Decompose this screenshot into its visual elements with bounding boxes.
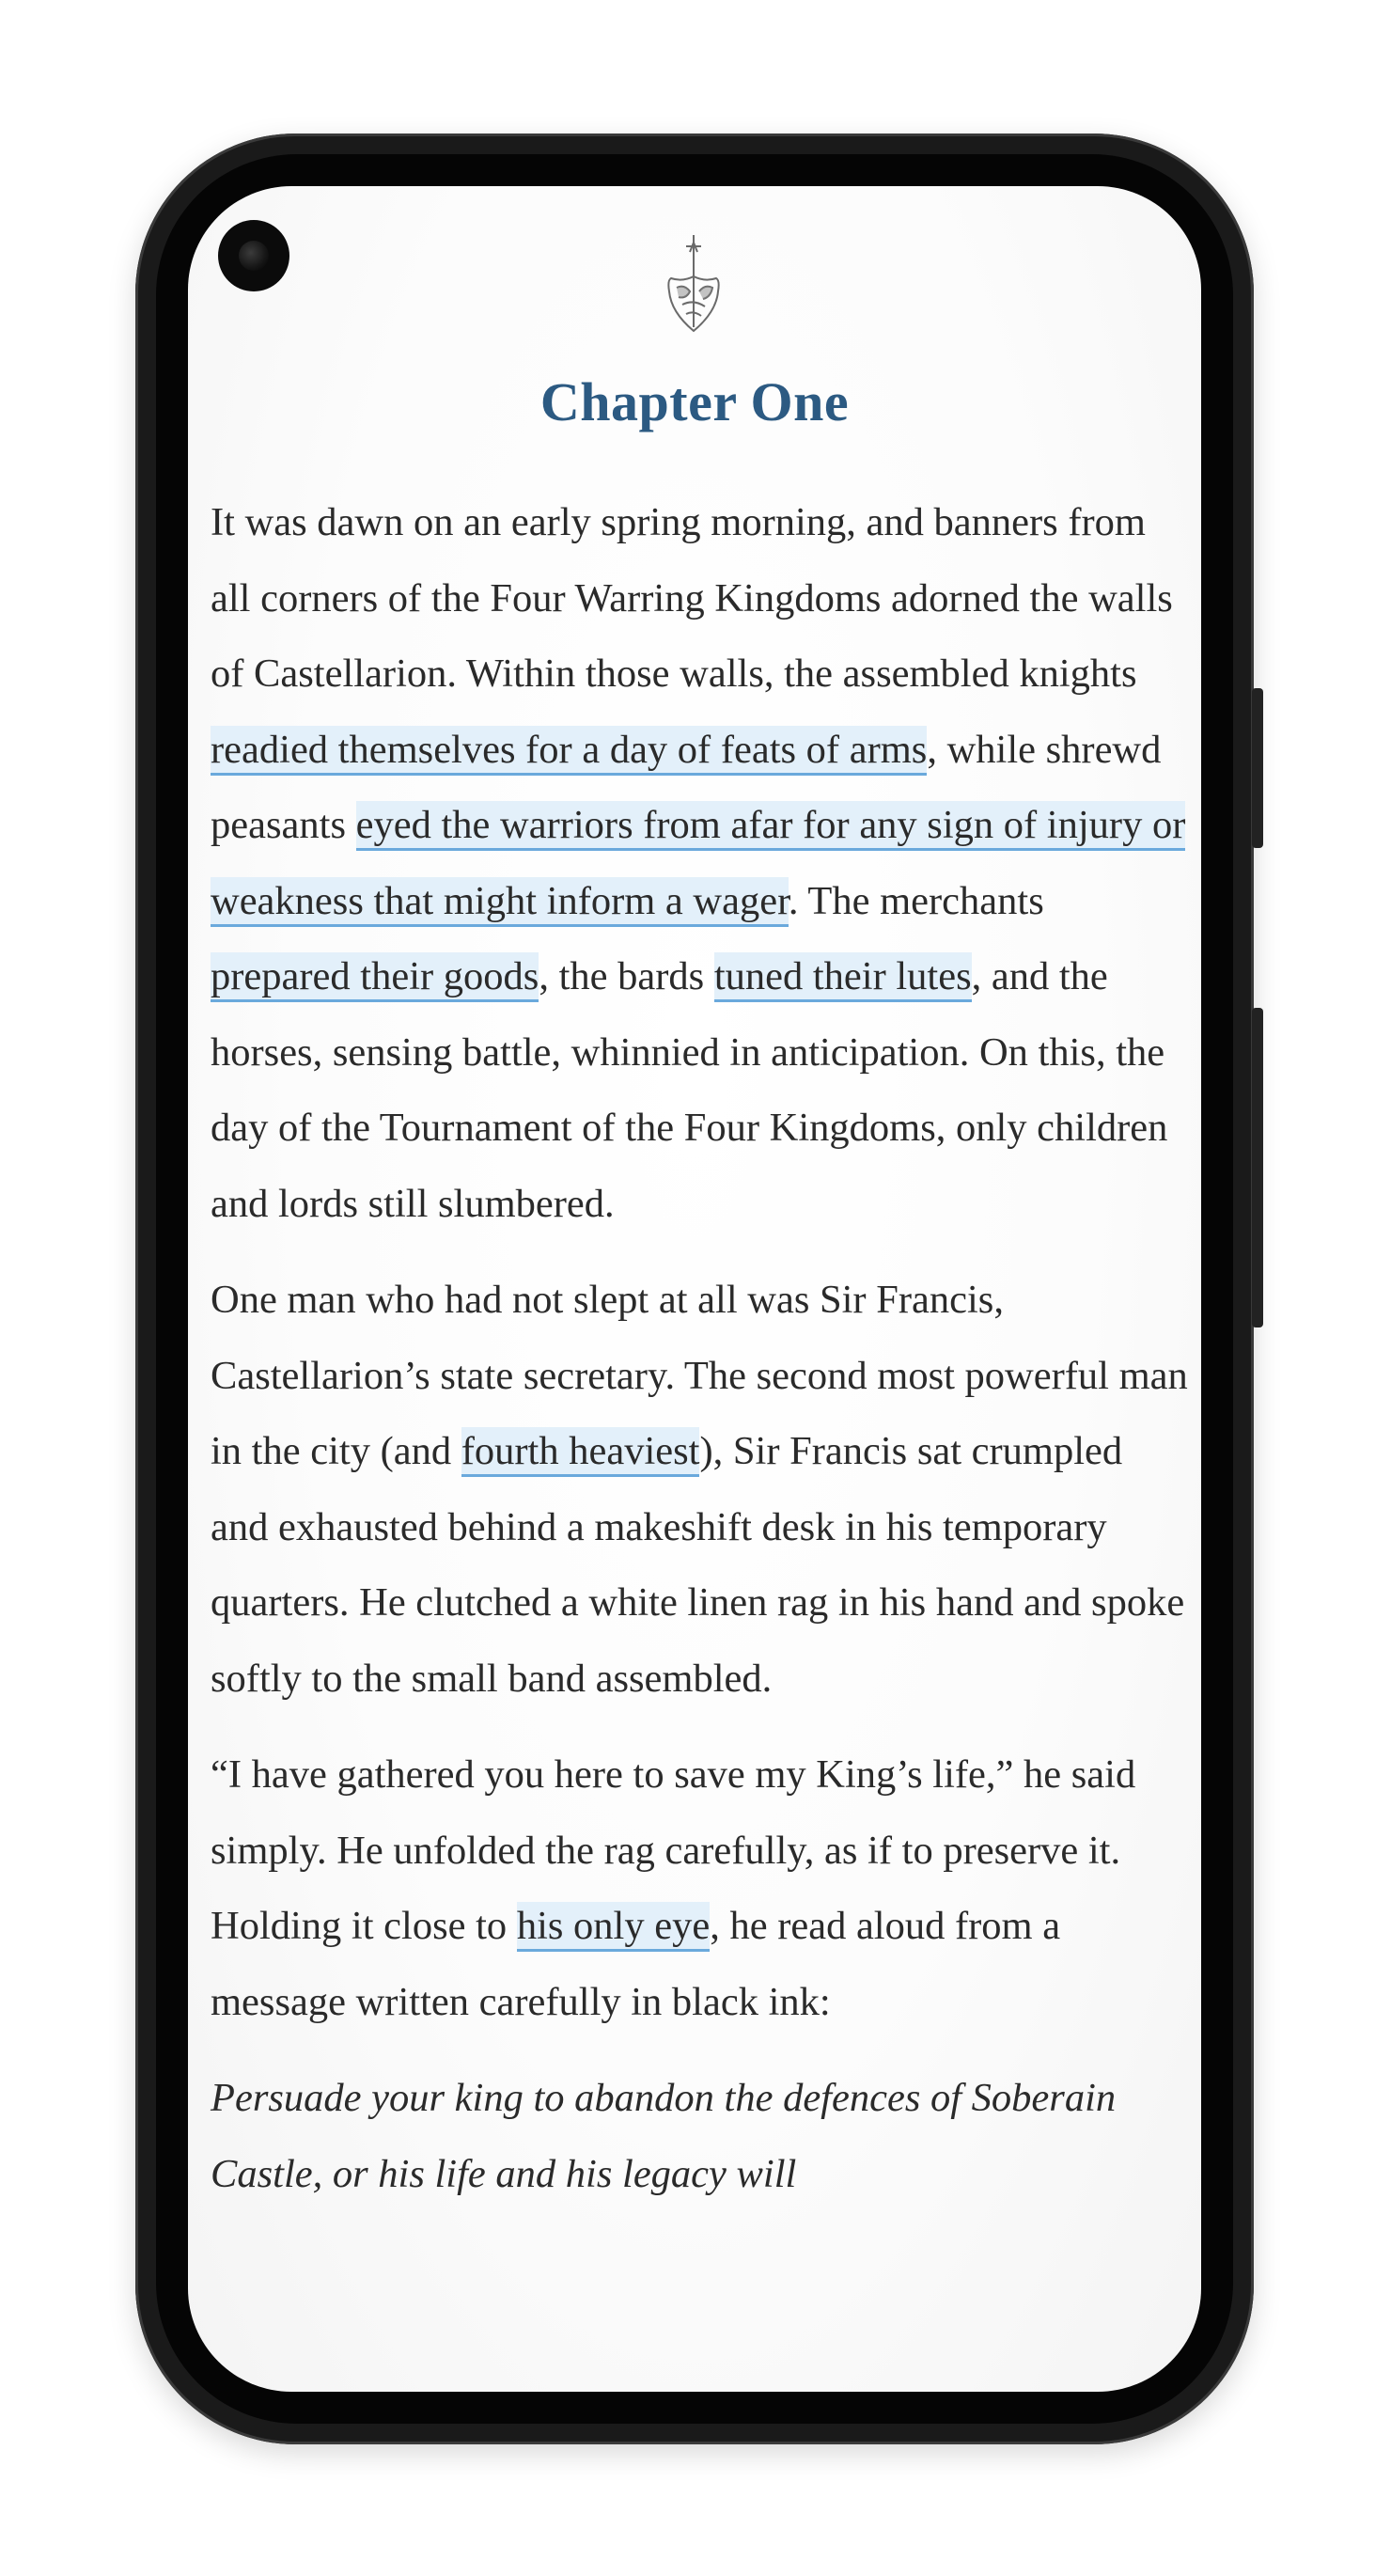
text-run: It was dawn on an early spring morning, and banners from all corners of the Four Warring Kingdoms adorned the walls of Castellarion. Within those walls, the assembled knights	[211, 500, 1173, 696]
highlighted-phrase[interactable]: prepared their goods	[211, 952, 539, 1002]
front-camera	[218, 220, 289, 291]
highlighted-phrase[interactable]: his only eye	[517, 1902, 710, 1952]
chapter-title: Chapter One	[539, 371, 850, 432]
quoted-message: Persuade your king to abandon the defences of Soberain Castle, or his life and his legacy will	[211, 2076, 1117, 2196]
paragraph-2	[211, 1263, 1188, 1717]
highlighted-phrase[interactable]: readied themselves for a day of feats of arms	[211, 726, 927, 776]
text-run: , the bards	[539, 954, 714, 998]
volume-button	[1252, 1008, 1263, 1327]
camera-lens	[239, 241, 269, 271]
text-run: One man who had not slept at all was Sir Francis, Castellarion’s state secretary. The second most powerful man in the city (and	[211, 1278, 1188, 1473]
text-run: , and the horses, sensing battle, whinnied in anticipation. On this, the day of the Tournament of the Four Kingdoms, only children and lords still slumbered.	[211, 954, 1168, 1226]
power-button	[1252, 688, 1263, 848]
text-run: , while shrewd peasants	[211, 727, 1162, 847]
text-run: “I have gathered you here to save my King’s life,” he said simply. He unfolded the rag carefully, as if to preserve it. Holding it close to	[211, 1752, 1136, 1948]
highlighted-phrase[interactable]: eyed the warriors from afar for any sign of injury or weakness that might inform a wager	[211, 801, 1185, 927]
highlighted-phrase[interactable]: fourth heaviest	[461, 1427, 700, 1477]
text-run: , he read aloud from a message written carefully in black ink:	[211, 1904, 1061, 2024]
reader-screen[interactable]	[188, 186, 1201, 2392]
text-run: . The merchants	[788, 878, 1044, 923]
paragraph-1	[211, 485, 1188, 1242]
text-run: ), Sir Francis sat crumpled and exhausted behind a makeshift desk in his temporary quarters. He clutched a white linen rag in his hand and spoke softly to the small band assembled.	[211, 1429, 1185, 1701]
paragraph-3	[211, 1737, 1188, 2040]
book-text[interactable]	[211, 485, 1188, 2233]
knight-crest-emblem-icon	[658, 233, 731, 337]
highlighted-phrase[interactable]: tuned their lutes	[714, 952, 972, 1002]
